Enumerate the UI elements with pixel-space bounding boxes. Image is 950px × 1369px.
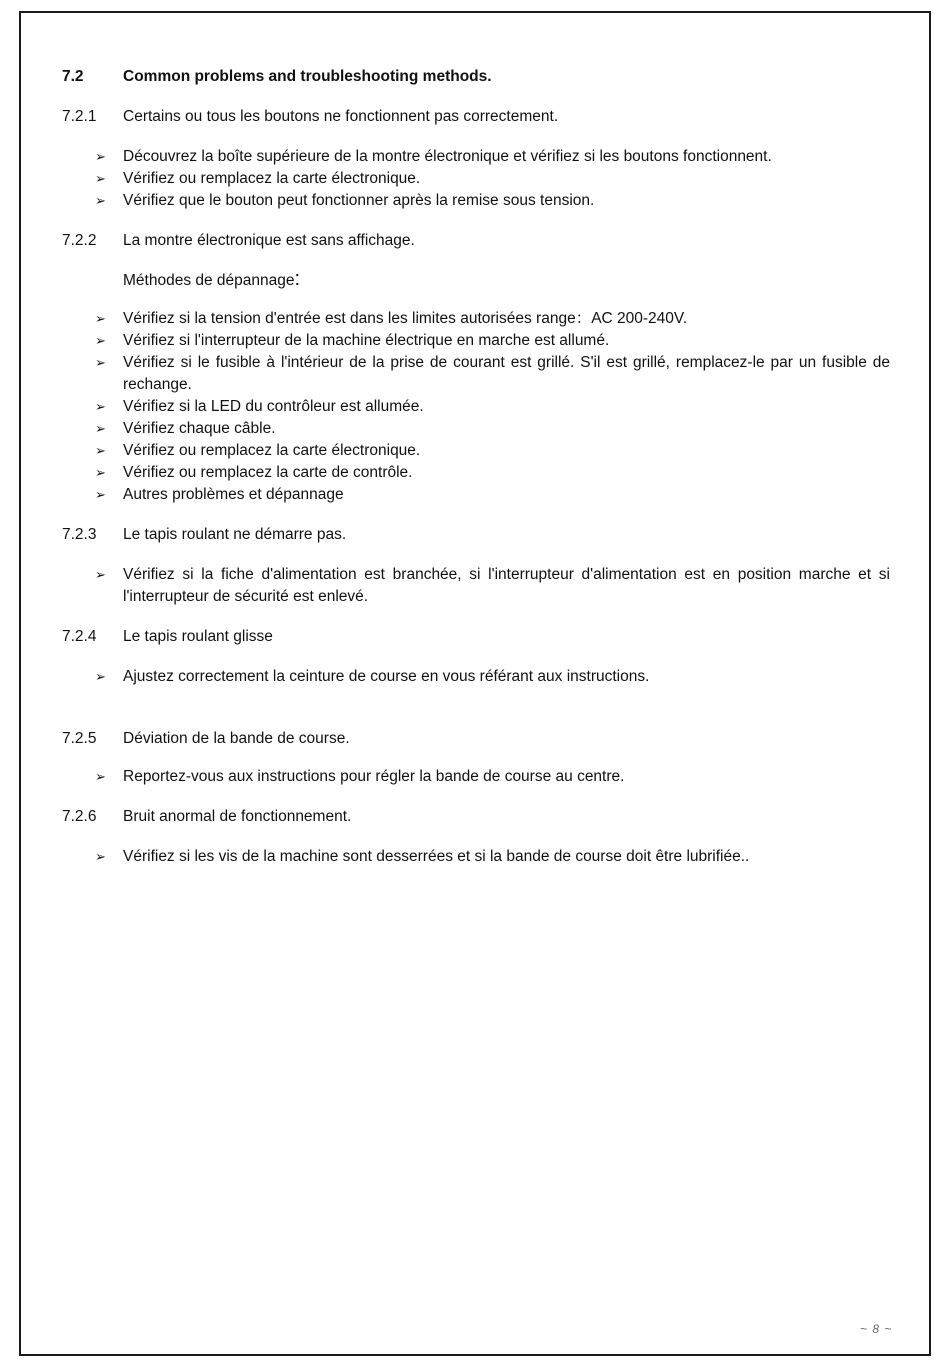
- arrow-bullet-icon: ➢: [95, 171, 106, 186]
- subsection-heading-7-2-5: [62, 728, 890, 750]
- list-item: [62, 168, 890, 190]
- list-item-text: Découvrez la boîte supérieure de la montre électronique et vérifiez si les boutons fonctionnent.: [123, 148, 772, 165]
- list-item: [62, 190, 890, 212]
- subsection-heading-7-2-2: [62, 230, 890, 252]
- intro-colon: :: [294, 268, 301, 290]
- arrow-bullet-icon: ➢: [95, 465, 106, 480]
- arrow-bullet-icon: ➢: [95, 567, 106, 582]
- list-item-text: Ajustez correctement la ceinture de course en vous référant aux instructions.: [123, 668, 650, 685]
- arrow-bullet-icon: ➢: [95, 355, 106, 370]
- subsection-number: 7.2.4: [62, 628, 97, 645]
- list-item-text: Vérifiez si la LED du contrôleur est allumée.: [123, 398, 424, 415]
- section-heading: [62, 66, 890, 88]
- list-item: [62, 308, 890, 330]
- list-item: [62, 462, 890, 484]
- subsection-title: Certains ou tous les boutons ne fonctionnent pas correctement.: [123, 108, 559, 125]
- subsection-title: Le tapis roulant ne démarre pas.: [123, 526, 347, 543]
- arrow-bullet-icon: ➢: [95, 193, 106, 208]
- list-item: [62, 146, 890, 168]
- list-item-text: Autres problèmes et dépannage: [123, 486, 344, 503]
- list-item-text: Reportez-vous aux instructions pour régler la bande de course au centre.: [123, 768, 625, 785]
- arrow-bullet-icon: ➢: [95, 769, 106, 784]
- arrow-bullet-icon: ➢: [95, 421, 106, 436]
- list-item: [62, 330, 890, 352]
- list-item-text: Vérifiez ou remplacez la carte électronique.: [123, 442, 421, 459]
- list-item: [62, 766, 890, 788]
- subsection-heading-7-2-1: [62, 106, 890, 128]
- troubleshooting-intro: [62, 270, 890, 292]
- bullet-list-7-2-6: [62, 846, 890, 868]
- list-item: [62, 564, 890, 608]
- subsection-title: Bruit anormal de fonctionnement.: [123, 808, 352, 825]
- page-number: ~ 8 ~: [860, 1322, 893, 1336]
- bullet-list-7-2-3: [62, 564, 890, 608]
- section-number: 7.2: [62, 68, 84, 85]
- subsection-number: 7.2.3: [62, 526, 97, 543]
- list-item-text: Vérifiez si l'interrupteur de la machine électrique en marche est allumé.: [123, 332, 610, 349]
- subsection-heading-7-2-6: [62, 806, 890, 828]
- bullet-list-7-2-2: [62, 308, 890, 506]
- bullet-list-7-2-5: [62, 766, 890, 788]
- subsection-number: 7.2.1: [62, 108, 97, 125]
- bullet-list-7-2-1: [62, 146, 890, 212]
- arrow-bullet-icon: ➢: [95, 487, 106, 502]
- arrow-bullet-icon: ➢: [95, 311, 106, 326]
- subsection-number: 7.2.5: [62, 730, 97, 747]
- intro-text: Méthodes de dépannage: [123, 272, 295, 289]
- list-item-text: Vérifiez si la fiche d'alimentation est branchée, si l'interrupteur d'alimentation est en position marche et si l'interrupteur de sécurité est enlevé.: [123, 566, 890, 605]
- list-item-text: Vérifiez ou remplacez la carte électronique.: [123, 170, 421, 187]
- list-item: [62, 846, 890, 868]
- subsection-title: Le tapis roulant glisse: [123, 628, 273, 645]
- list-item: [62, 352, 890, 396]
- list-item-text: Vérifiez si le fusible à l'intérieur de la prise de courant est grillé. S'il est grillé, remplacez-le par un fusible de rechange.: [123, 354, 890, 393]
- arrow-bullet-icon: ➢: [95, 669, 106, 684]
- subsection-heading-7-2-3: [62, 524, 890, 546]
- list-item-text: Vérifiez si les vis de la machine sont desserrées et si la bande de course doit être lubrifiée..: [123, 848, 750, 865]
- list-item: [62, 396, 890, 418]
- list-item-text: Vérifiez ou remplacez la carte de contrôle.: [123, 464, 413, 481]
- subsection-number: 7.2.6: [62, 808, 97, 825]
- subsection-title: La montre électronique est sans affichage.: [123, 232, 415, 249]
- list-item-text: Vérifiez que le bouton peut fonctionner après la remise sous tension.: [123, 192, 595, 209]
- list-item-text: Vérifiez chaque câble.: [123, 420, 276, 437]
- list-item: [62, 484, 890, 506]
- subsection-heading-7-2-4: [62, 626, 890, 648]
- arrow-bullet-icon: ➢: [95, 149, 106, 164]
- arrow-bullet-icon: ➢: [95, 399, 106, 414]
- arrow-bullet-icon: ➢: [95, 443, 106, 458]
- list-item-text: Vérifiez si la tension d'entrée est dans les limites autorisées range：AC 200-240V.: [123, 310, 688, 327]
- arrow-bullet-icon: ➢: [95, 849, 106, 864]
- list-item: [62, 666, 890, 688]
- bullet-list-7-2-4: [62, 666, 890, 688]
- list-item: [62, 418, 890, 440]
- section-title: Common problems and troubleshooting methods.: [123, 68, 492, 85]
- arrow-bullet-icon: ➢: [95, 333, 106, 348]
- document-body: [62, 66, 890, 868]
- subsection-number: 7.2.2: [62, 232, 97, 249]
- list-item: [62, 440, 890, 462]
- subsection-title: Déviation de la bande de course.: [123, 730, 350, 747]
